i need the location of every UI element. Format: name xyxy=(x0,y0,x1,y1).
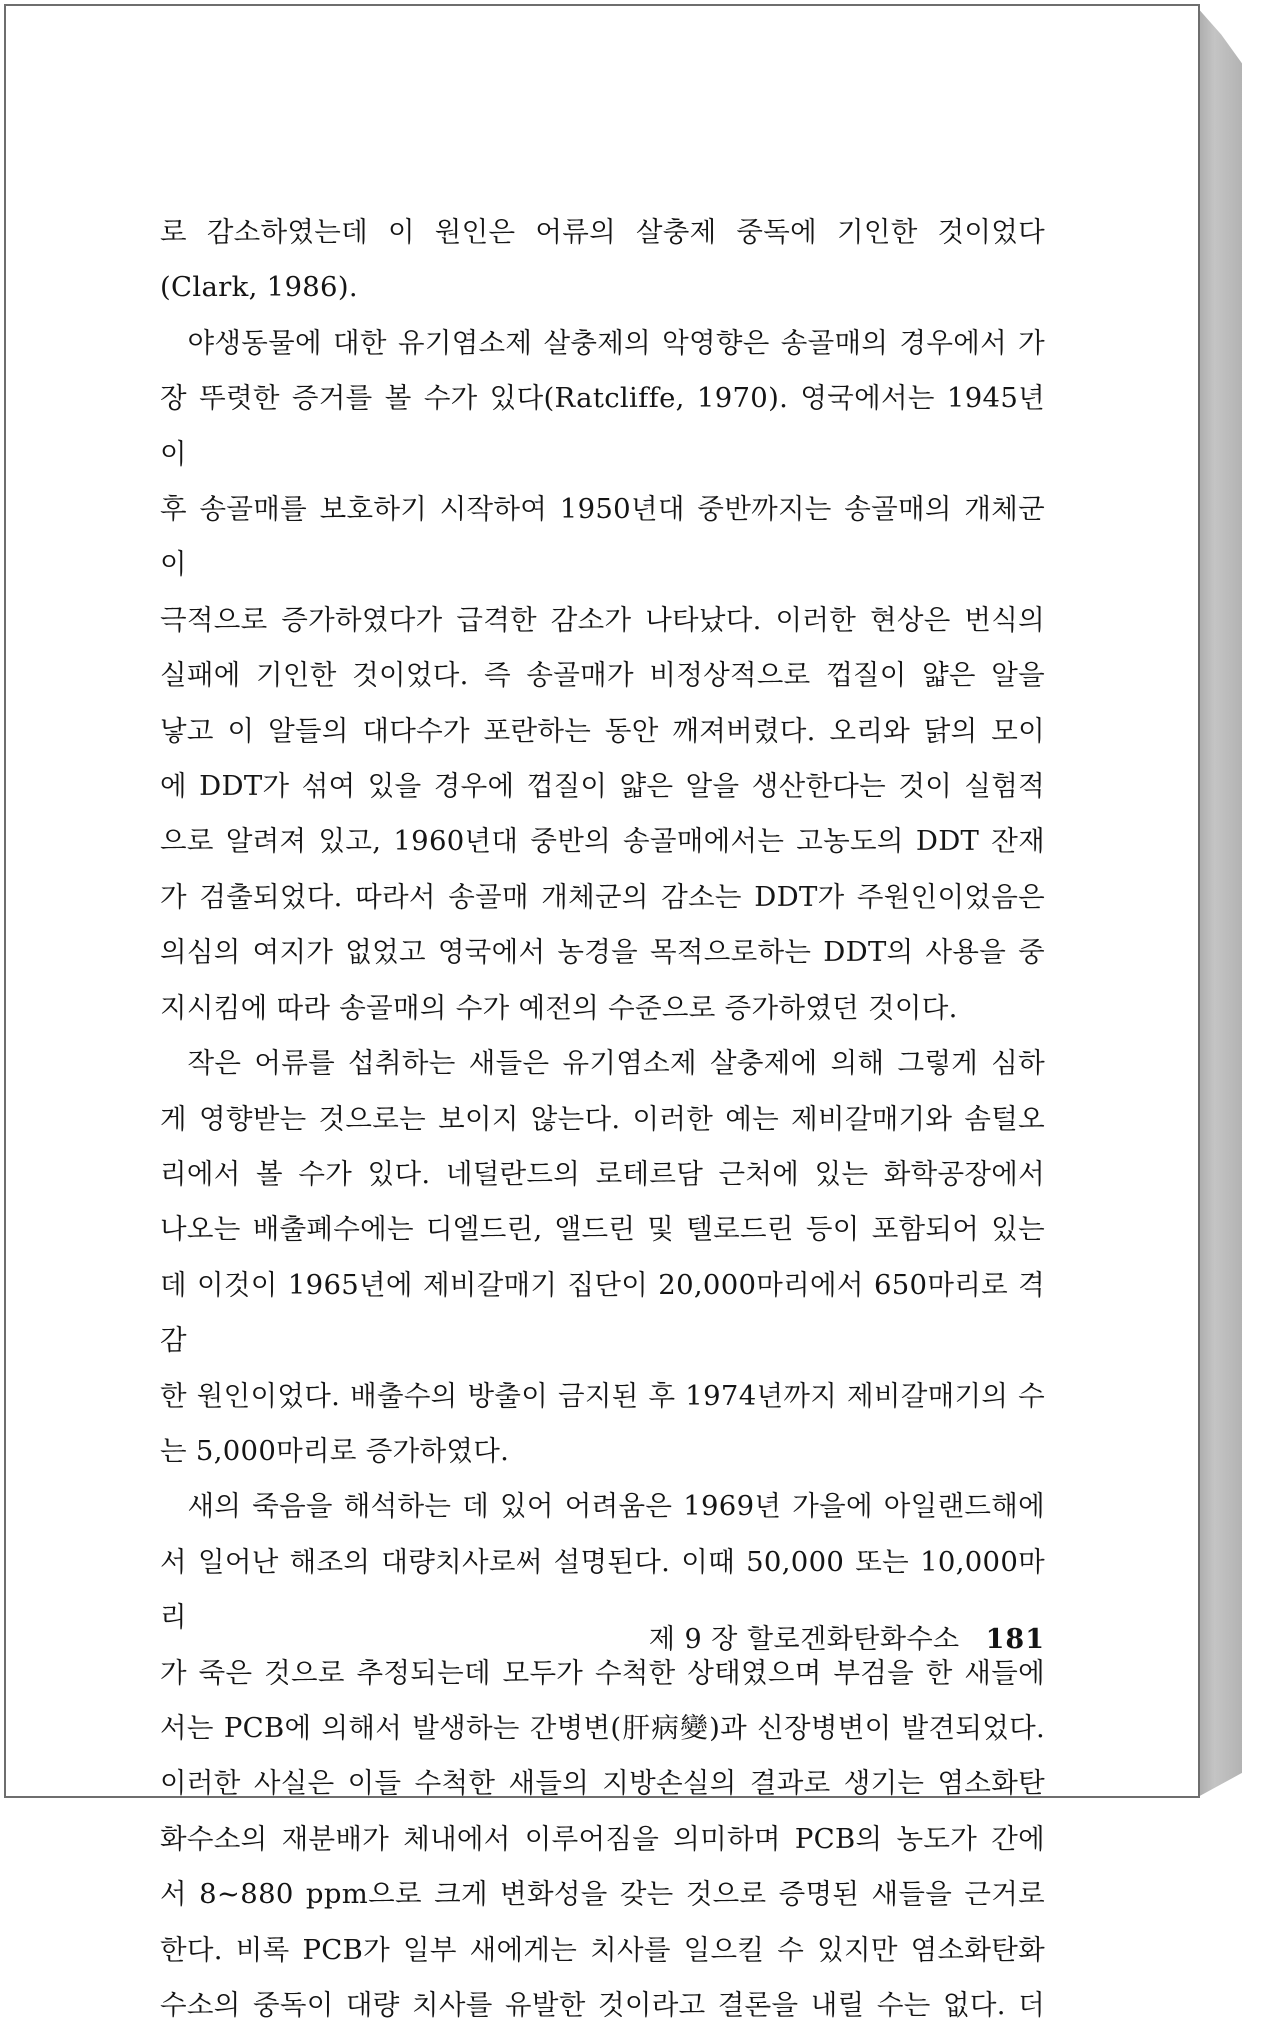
paragraph-2 xyxy=(160,316,1045,1036)
text-line: 낳고 이 알들의 대다수가 포란하는 동안 깨져버렸다. 오리와 닭의 모이 xyxy=(160,714,1045,747)
text-line: 나오는 배출폐수에는 디엘드린, 앨드린 및 텔로드린 등이 포함되어 있는 xyxy=(160,1213,1045,1246)
body-text xyxy=(160,205,1045,2033)
paragraph-3 xyxy=(160,1036,1045,1479)
text-line: 야생동물에 대한 유기염소제 살충제의 악영향은 송골매의 경우에서 가 xyxy=(187,326,1045,359)
text-line: 이러한 사실은 이들 수척한 새들의 지방손실의 결과로 생기는 염소화탄 xyxy=(160,1767,1045,1800)
text-line: 리에서 볼 수가 있다. 네덜란드의 로테르담 근처에 있는 화학공장에서 xyxy=(160,1157,1045,1190)
text-line: 게 영향받는 것으로는 보이지 않는다. 이러한 예는 제비갈매기와 솜털오 xyxy=(160,1102,1045,1135)
text-line: 가 검출되었다. 따라서 송골매 개체군의 감소는 DDT가 주원인이었음은 xyxy=(160,880,1045,913)
text-line: 서는 PCB에 의해서 발생하는 간병변(肝病變)과 신장병변이 발견되었다. xyxy=(160,1711,1045,1744)
page-number: 181 xyxy=(985,1624,1045,1655)
text-line: 실패에 기인한 것이었다. 즉 송골매가 비정상적으로 껍질이 얇은 알을 xyxy=(160,659,1045,692)
text-line: 극적으로 증가하였다가 급격한 감소가 나타났다. 이러한 현상은 번식의 xyxy=(160,603,1045,636)
text-line: 작은 어류를 섭취하는 새들은 유기염소제 살충제에 의해 그렇게 심하 xyxy=(187,1047,1045,1080)
text-line: 에 DDT가 섞여 있을 경우에 껍질이 얇은 알을 생산한다는 것이 실험적 xyxy=(160,770,1045,803)
paragraph-4 xyxy=(160,1479,1045,2033)
text-line: 한 원인이었다. 배출수의 방출이 금지된 후 1974년까지 제비갈매기의 수 xyxy=(160,1379,1045,1412)
running-footer-chapter: 제 9 장 할로겐화탄화수소 xyxy=(648,1624,960,1655)
text-line: (Clark, 1986). xyxy=(160,271,358,304)
text-line: 후 송골매를 보호하기 시작하여 1950년대 중반까지는 송골매의 개체군이 xyxy=(160,493,1045,581)
text-line: 의심의 여지가 없었고 영국에서 농경을 목적으로하는 DDT의 사용을 중 xyxy=(160,936,1045,969)
text-line: 서 일어난 해조의 대량치사로써 설명된다. 이때 50,000 또는 10,000마리 xyxy=(160,1545,1045,1634)
text-line: 가 죽은 것으로 추정되는데 모두가 수척한 상태였으며 부검을 한 새들에 xyxy=(160,1656,1045,1689)
text-line: 로 감소하였는데 이 원인은 어류의 살충제 중독에 기인한 것이었다 xyxy=(160,216,1045,248)
text-line: 새의 죽음을 해석하는 데 있어 어려움은 1969년 가을에 아일랜드해에 xyxy=(187,1490,1045,1523)
text-line: 장 뚜렷한 증거를 볼 수가 있다(Ratcliffe, 1970). 영국에서는 1945년 이 xyxy=(160,382,1045,470)
text-line: 한다. 비록 PCB가 일부 새에게는 치사를 일으킬 수 있지만 염소화탄화 xyxy=(160,1933,1045,1966)
text-line: 으로 알려져 있고, 1960년대 중반의 송골매에서는 고농도의 DDT 잔재 xyxy=(160,825,1045,858)
text-line: 수소의 중독이 대량 치사를 유발한 것이라고 결론을 내릴 수는 없다. 더 xyxy=(160,1989,1045,2021)
text-line: 화수소의 재분배가 체내에서 이루어짐을 의미하며 PCB의 농도가 간에 xyxy=(160,1822,1045,1855)
page-stack-edge xyxy=(1196,6,1242,1798)
text-line: 지시킴에 따라 송골매의 수가 예전의 수준으로 증가하였던 것이다. xyxy=(160,991,958,1024)
text-line: 데 이것이 1965년에 제비갈매기 집단이 20,000마리에서 650마리로 격감 xyxy=(160,1268,1045,1357)
paragraph-1 xyxy=(160,205,1045,316)
text-line: 는 5,000마리로 증가하였다. xyxy=(160,1434,510,1467)
page-footer xyxy=(649,1617,1045,1656)
text-line: 서 8~880 ppm으로 크게 변화성을 갖는 것으로 증명된 새들을 근거로 xyxy=(160,1878,1045,1911)
